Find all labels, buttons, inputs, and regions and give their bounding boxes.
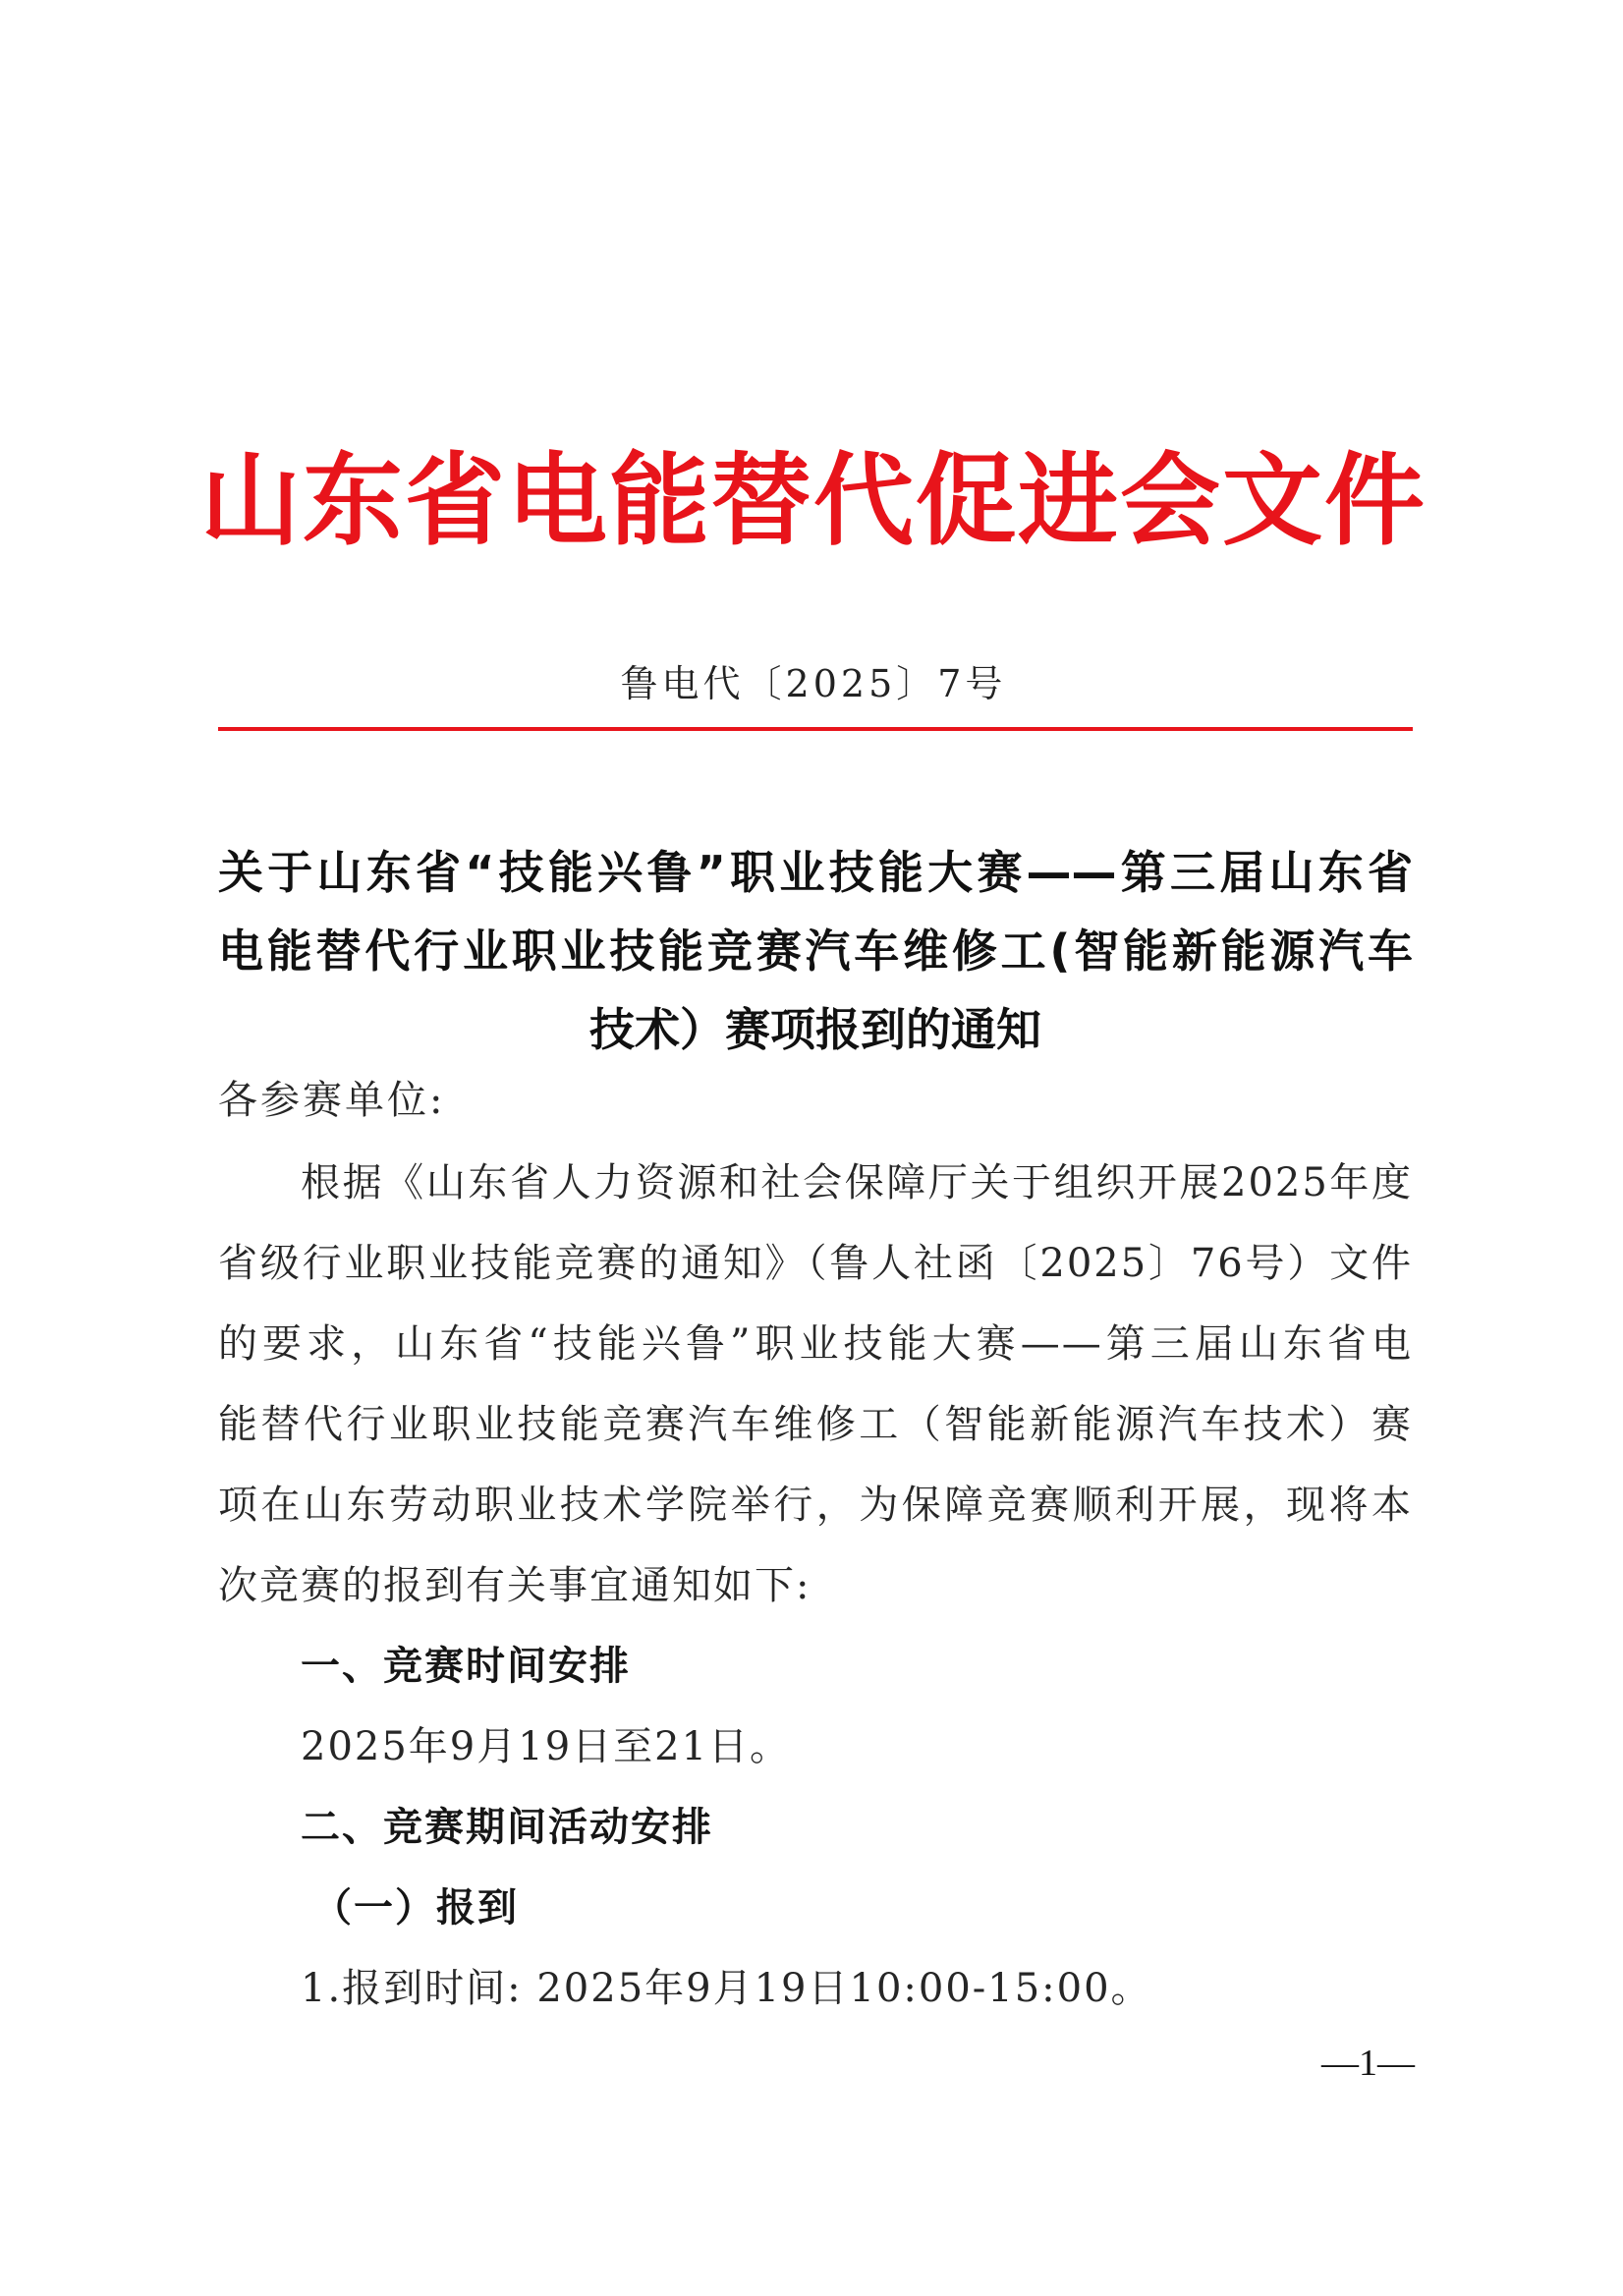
document-number: 鲁电代〔2025〕7号 <box>620 662 1007 705</box>
section-2-heading: 二、竞赛期间活动安排 <box>301 1805 713 1850</box>
paragraph-line-3: 的要求，山东省“技能兴鲁”职业技能大赛——第三届山东省电 <box>218 1321 1413 1367</box>
section-2-subheading: （一）报到 <box>312 1885 519 1931</box>
paragraph-line-2: 省级行业职业技能竞赛的通知》（鲁人社函〔2025〕76号）文件 <box>218 1241 1413 1286</box>
notice-title-line-2: 电能替代行业职业技能竞赛汽车维修工(智能新能源汽车 <box>218 924 1413 978</box>
notice-title-line-1: 关于山东省“技能兴鲁”职业技能大赛——第三届山东省 <box>218 846 1413 899</box>
section-1-content: 2025年9月19日至21日。 <box>301 1724 792 1769</box>
salutation: 各参赛单位: <box>218 1078 446 1123</box>
masthead-title: 山东省电能替代促进会文件 <box>200 442 1427 560</box>
page-number: —1— <box>1321 2043 1415 2084</box>
paragraph-line-6: 次竞赛的报到有关事宜通知如下: <box>218 1563 812 1608</box>
section-1-heading: 一、竞赛时间安排 <box>301 1644 631 1689</box>
red-separator-rule <box>218 727 1413 731</box>
paragraph-line-4: 能替代行业职业技能竞赛汽车维修工（智能新能源汽车技术）赛 <box>218 1402 1413 1447</box>
section-2-item-1: 1.报到时间: 2025年9月19日10:00-15:00。 <box>301 1966 1152 2011</box>
paragraph-line-5: 项在山东劳动职业技术学院举行，为保障竞赛顺利开展，现将本 <box>218 1483 1413 1528</box>
notice-title-line-3: 技术）赛项报到的通知 <box>589 1003 1041 1056</box>
paragraph-line-1: 根据《山东省人力资源和社会保障厅关于组织开展2025年度 <box>301 1160 1413 1205</box>
